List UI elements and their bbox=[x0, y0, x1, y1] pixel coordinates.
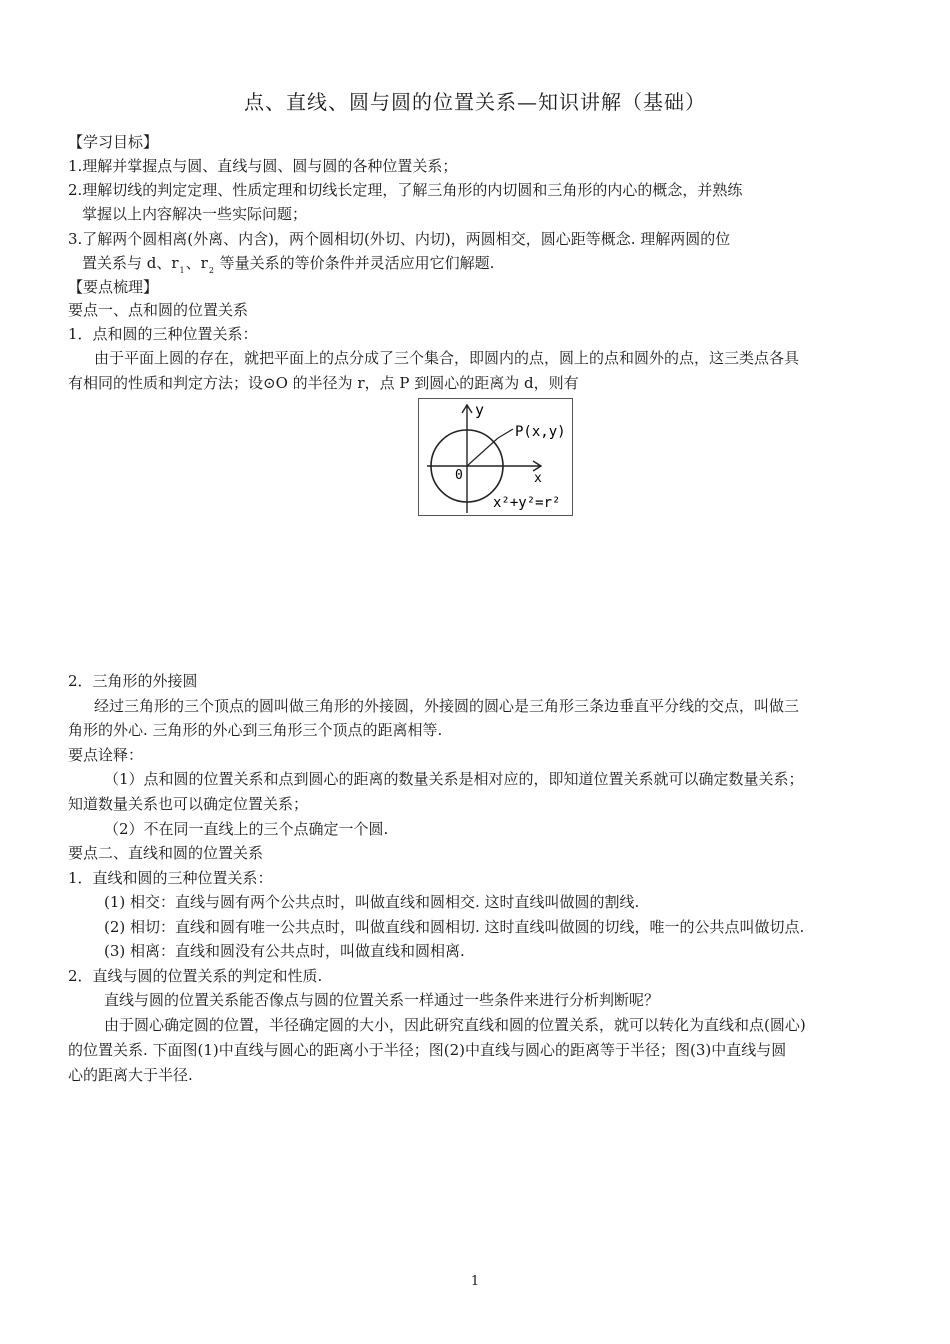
point-2-item-2: 2．直线与圆的位置关系的判定和性质. bbox=[68, 967, 323, 985]
page-number: 1 bbox=[470, 1274, 480, 1289]
x-axis-label: x bbox=[534, 471, 542, 486]
point-2-1-b: (2) 相切：直线和圆有唯一公共点时，叫做直线和圆相切. 这时直线叫做圆的切线，唯一的公共点叫做切点. bbox=[104, 918, 805, 936]
goal-3-text-a: 置关系与 d、r bbox=[82, 254, 179, 272]
point-2-2-text-line-2: 的位置关系. 下面图(1)中直线与圆心的距离小于半径；图(2)中直线与圆心的距离等于半径；图(3)中直线与圆 bbox=[68, 1041, 787, 1059]
point-2-2-text-line-1: 由于圆心确定圆的位置，半径确定圆的大小，因此研究直线和圆的位置关系，就可以转化为直线和点(圆心) bbox=[104, 1016, 806, 1034]
point-1-2-text-line-1: 经过三角形的三个顶点的圆叫做三角形的外接圆，外接圆的圆心是三角形三条边垂直平分线的交点，叫做三 bbox=[94, 697, 800, 715]
y-axis-label: y bbox=[475, 401, 485, 419]
point-2-item-1: 1．直线和圆的三种位置关系： bbox=[68, 869, 273, 887]
circle-coordinate-figure bbox=[418, 398, 573, 516]
note-title: 要点诠释： bbox=[68, 746, 144, 764]
point-2-title: 要点二、直线和圆的位置关系 bbox=[68, 844, 264, 862]
point-2-2-text-line-3: 心的距离大于半径. bbox=[68, 1066, 193, 1084]
points-header: 【要点梳理】 bbox=[68, 278, 159, 296]
point-1-title: 要点一、点和圆的位置关系 bbox=[68, 301, 249, 319]
subscript-1: 1 bbox=[179, 266, 185, 275]
note-1-line-1: （1）点和圆的位置关系和点到圆心的距离的数量关系是相对应的，即知道位置关系就可以确定数量关系； bbox=[104, 770, 804, 788]
goal-3-line-1: 3.了解两个圆相离(外离、内含)，两个圆相切(外切、内切)，两圆相交，圆心距等概念. 理解两圆的位 bbox=[68, 230, 731, 248]
goal-3-text-c: 等量关系的等价条件并灵活应用它们解题. bbox=[214, 254, 495, 272]
point-1-item-1: 1．点和圆的三种位置关系： bbox=[68, 325, 258, 343]
point-2-1-a: (1) 相交：直线与圆有两个公共点时，叫做直线和圆相交. 这时直线叫做圆的割线. bbox=[104, 893, 640, 911]
goal-2-line-2: 掌握以上内容解决一些实际问题； bbox=[82, 205, 308, 223]
point-1-2-text-line-2: 角形的外心. 三角形的外心到三角形三个顶点的距离相等. bbox=[68, 721, 443, 739]
goals-header: 【学习目标】 bbox=[68, 133, 159, 151]
note-2: （2）不在同一直线上的三个点确定一个圆. bbox=[104, 820, 389, 838]
point-1-text-line-1: 由于平面上圆的存在，就把平面上的点分成了三个集合，即圆内的点，圆上的点和圆外的点，这三类点各具 bbox=[94, 349, 800, 367]
goal-2-line-1: 2.理解切线的判定定理、性质定理和切线长定理，了解三角形的内切圆和三角形的内心的概念，并熟练 bbox=[68, 181, 743, 199]
circle-diagram bbox=[419, 399, 572, 515]
point-2-1-c: (3) 相离：直线和圆没有公共点时，叫做直线和圆相离. bbox=[104, 942, 465, 960]
page-title: 点、直线、圆与圆的位置关系—知识讲解（基础） bbox=[244, 90, 706, 114]
point-1-text-line-2: 有相同的性质和判定方法；设⊙O 的半径为 r，点 P 到圆心的距离为 d，则有 bbox=[68, 374, 579, 392]
circle-equation: x²+y²=r² bbox=[493, 495, 561, 511]
point-p-label: P(x,y) bbox=[515, 424, 566, 440]
point-2-2-question: 直线与圆的位置关系能否像点与圆的位置关系一样通过一些条件来进行分析判断呢？ bbox=[104, 991, 660, 1009]
note-1-line-2: 知道数量关系也可以确定位置关系； bbox=[68, 795, 309, 813]
goal-1: 1.理解并掌握点与圆、直线与圆、圆与圆的各种位置关系； bbox=[68, 157, 458, 175]
goal-3-text-b: 、r bbox=[185, 254, 208, 272]
origin-label: 0 bbox=[455, 468, 463, 483]
point-1-item-2: 2．三角形的外接圆 bbox=[68, 672, 198, 690]
subscript-2: 2 bbox=[208, 266, 214, 275]
